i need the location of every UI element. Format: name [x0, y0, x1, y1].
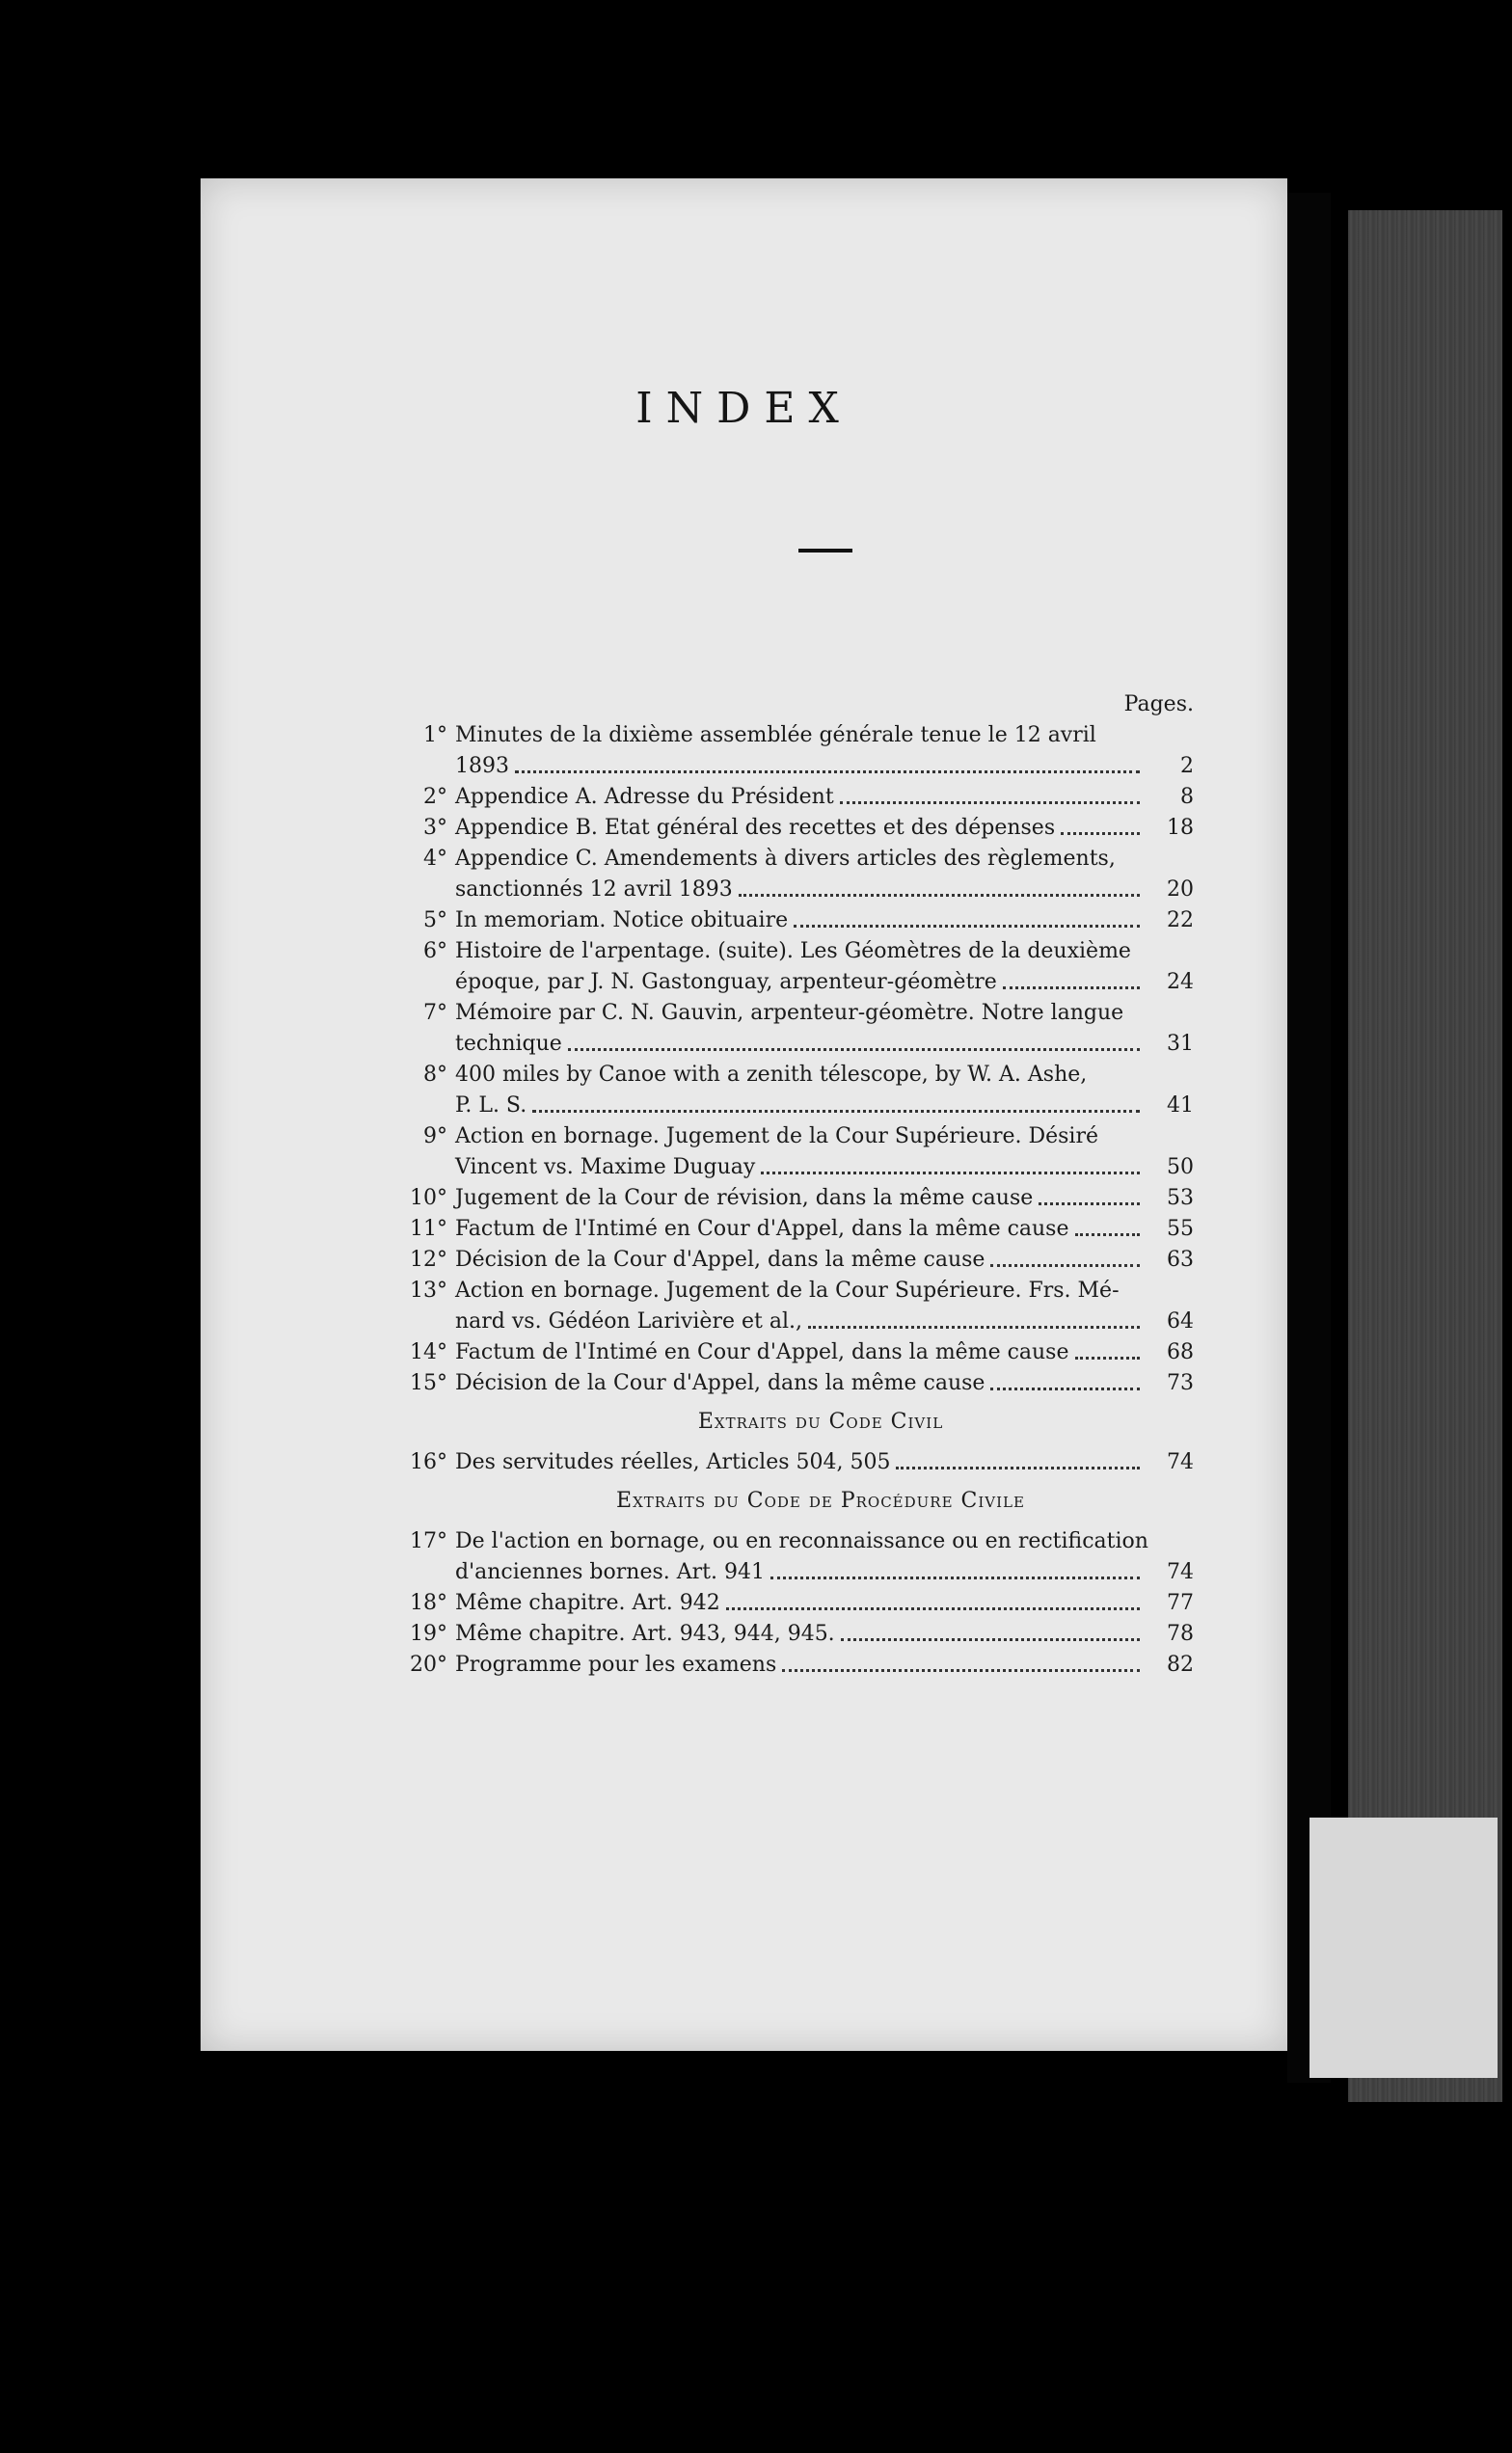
page-title: INDEX [635, 384, 852, 433]
dot-leader [761, 1172, 1140, 1174]
entry-final-line [455, 1447, 1194, 1478]
section-heading-code-procedure: Extraits du Code de Procédure Civile [616, 1489, 1025, 1513]
entry-page-number: 24 [1167, 970, 1194, 994]
entry-title-line: 1893 [455, 754, 509, 778]
index-entry [393, 782, 1194, 813]
entry-final-line [455, 1650, 1194, 1681]
document-page [201, 178, 1287, 2051]
entry-title-line: De l'action en bornage, ou en reconnaissance ou en rectification [455, 1529, 1148, 1553]
index-entry [393, 813, 1194, 844]
entry-title-line: Même chapitre. Art. 943, 944, 945. [455, 1622, 835, 1646]
entry-title-line: Histoire de l'arpentage. (suite). Les Géomètres de la deuxième [455, 939, 1131, 963]
dot-leader [990, 1388, 1140, 1390]
entry-number: 7° [423, 1001, 447, 1025]
entry-title-line: Même chapitre. Art. 942 [455, 1591, 720, 1615]
entry-title-line: Mémoire par C. N. Gauvin, arpenteur-géomètre. Notre langue [455, 1001, 1124, 1025]
entry-number: 18° [410, 1591, 447, 1615]
dot-leader [568, 1048, 1140, 1051]
index-entry [393, 1447, 1194, 1478]
entry-final-line [455, 967, 1194, 998]
entry-title-line: Action en bornage. Jugement de la Cour Supérieure. Désiré [455, 1124, 1098, 1148]
index-entry [393, 1214, 1194, 1245]
entry-body [455, 1650, 1194, 1681]
entry-number: 17° [410, 1529, 447, 1553]
entry-page-number: 2 [1180, 754, 1194, 778]
entry-final-line [455, 1183, 1194, 1214]
entry-number: 15° [410, 1371, 447, 1395]
index-entry [393, 1619, 1194, 1650]
entry-final-line [455, 1091, 1194, 1121]
entry-body [455, 1526, 1194, 1588]
entry-title-line: Programme pour les examens [455, 1653, 777, 1677]
index-entry [393, 1060, 1194, 1121]
entry-body [455, 1214, 1194, 1245]
entry-page-number: 31 [1167, 1032, 1194, 1056]
entry-number: 19° [410, 1622, 447, 1646]
entry-final-line [455, 1368, 1194, 1399]
entry-page-number: 18 [1167, 816, 1194, 840]
entry-final-line [455, 875, 1194, 905]
entry-title-line: époque, par J. N. Gastonguay, arpenteur-géomètre [455, 970, 997, 994]
entry-page-number: 77 [1167, 1591, 1194, 1615]
entry-number: 6° [423, 939, 447, 963]
entry-body [455, 905, 1194, 936]
entry-body [455, 998, 1194, 1060]
entry-body [455, 720, 1194, 782]
entry-page-number: 78 [1167, 1622, 1194, 1646]
entry-page-number: 8 [1180, 785, 1194, 809]
entry-title-line: Jugement de la Cour de révision, dans la même cause [455, 1186, 1034, 1210]
entry-final-line [455, 905, 1194, 936]
entry-page-number: 73 [1167, 1371, 1194, 1395]
index-entry [393, 1276, 1194, 1337]
entry-number: 9° [423, 1124, 447, 1148]
entry-number: 1° [423, 723, 447, 747]
entry-final-line [455, 1619, 1194, 1650]
entry-final-line [455, 1337, 1194, 1368]
index-list [393, 689, 1194, 1681]
entry-body [455, 844, 1194, 905]
entry-page-number: 55 [1167, 1217, 1194, 1241]
entry-number: 10° [410, 1186, 447, 1210]
dot-leader [515, 770, 1140, 773]
entry-title-line: Décision de la Cour d'Appel, dans la même cause [455, 1371, 986, 1395]
entry-number: 11° [410, 1217, 447, 1241]
entry-page-number: 53 [1167, 1186, 1194, 1210]
entry-body [455, 1619, 1194, 1650]
index-entry [393, 1183, 1194, 1214]
entry-final-line [455, 1588, 1194, 1619]
index-entry [393, 936, 1194, 998]
entry-body [455, 1368, 1194, 1399]
dot-leader [532, 1110, 1140, 1113]
entry-number: 3° [423, 816, 447, 840]
entry-page-number: 74 [1167, 1560, 1194, 1584]
entry-body [455, 1337, 1194, 1368]
dot-leader [1075, 1357, 1141, 1360]
book-edge-light [1310, 1818, 1498, 2078]
entry-title-line: 400 miles by Canoe with a zenith télescope, by W. A. Ashe, [455, 1063, 1088, 1087]
entry-title-line: technique [455, 1032, 562, 1056]
entry-number: 16° [410, 1450, 447, 1474]
pages-column-header: Pages. [1123, 692, 1194, 716]
dot-leader [1003, 986, 1140, 989]
section-heading-code-civil: Extraits du Code Civil [697, 1410, 944, 1434]
entry-body [455, 1588, 1194, 1619]
entry-body [455, 1276, 1194, 1337]
entry-final-line [455, 1307, 1194, 1337]
entry-page-number: 22 [1167, 908, 1194, 932]
dot-leader [808, 1326, 1140, 1329]
entry-final-line [455, 1214, 1194, 1245]
index-entry [393, 905, 1194, 936]
dot-leader [794, 925, 1140, 928]
entry-title-line: Vincent vs. Maxime Duguay [455, 1155, 756, 1179]
entry-number: 4° [423, 847, 447, 871]
book-spine-gap [1287, 193, 1331, 2083]
entry-page-number: 20 [1167, 877, 1194, 902]
index-entry [393, 1526, 1194, 1588]
entry-final-line [455, 751, 1194, 782]
index-entry [393, 1650, 1194, 1681]
index-entry [393, 1368, 1194, 1399]
dot-leader [840, 801, 1140, 804]
entry-title-line: sanctionnés 12 avril 1893 [455, 877, 733, 902]
entry-number: 8° [423, 1063, 447, 1087]
entry-number: 12° [410, 1248, 447, 1272]
index-entry [393, 1588, 1194, 1619]
entry-body [455, 782, 1194, 813]
dot-leader [726, 1607, 1140, 1610]
entry-title-line: Factum de l'Intimé en Cour d'Appel, dans la même cause [455, 1340, 1069, 1364]
entry-final-line [455, 1245, 1194, 1276]
index-entry [393, 1121, 1194, 1183]
entry-page-number: 63 [1167, 1248, 1194, 1272]
entry-final-line [455, 813, 1194, 844]
index-entry [393, 720, 1194, 782]
dot-leader [896, 1467, 1140, 1469]
entry-title-line: In memoriam. Notice obituaire [455, 908, 789, 932]
dot-leader [841, 1638, 1140, 1641]
entry-final-line [455, 782, 1194, 813]
entry-body [455, 1183, 1194, 1214]
entry-title-line: Des servitudes réelles, Articles 504, 505 [455, 1450, 891, 1474]
entry-final-line [455, 1029, 1194, 1060]
entry-title-line: d'anciennes bornes. Art. 941 [455, 1560, 765, 1584]
entry-body [455, 1245, 1194, 1276]
entry-title-line: Minutes de la dixième assemblée générale tenue le 12 avril [455, 723, 1096, 747]
entry-number: 13° [410, 1279, 447, 1303]
entry-title-line: Appendice A. Adresse du Président [455, 785, 834, 809]
dot-leader [990, 1264, 1140, 1267]
index-entry [393, 1245, 1194, 1276]
entry-body [455, 936, 1194, 998]
index-group-code-procedure [393, 1526, 1194, 1681]
entry-body [455, 1121, 1194, 1183]
entry-page-number: 68 [1167, 1340, 1194, 1364]
entry-title-line: Appendice B. Etat général des recettes et des dépenses [455, 816, 1056, 840]
dot-leader [770, 1577, 1140, 1579]
entry-body [455, 813, 1194, 844]
title-divider [798, 549, 852, 553]
entry-page-number: 50 [1167, 1155, 1194, 1179]
entry-final-line [455, 1152, 1194, 1183]
index-entry [393, 844, 1194, 905]
index-group-main [393, 720, 1194, 1399]
dot-leader [782, 1669, 1140, 1672]
entry-title-line: Décision de la Cour d'Appel, dans la même cause [455, 1248, 986, 1272]
entry-page-number: 64 [1167, 1309, 1194, 1334]
entry-page-number: 41 [1167, 1093, 1194, 1118]
index-entry [393, 1337, 1194, 1368]
entry-title-line: P. L. S. [455, 1093, 527, 1118]
entry-page-number: 74 [1167, 1450, 1194, 1474]
index-group-code-civil [393, 1447, 1194, 1478]
entry-title-line: Action en bornage. Jugement de la Cour Supérieure. Frs. Mé- [455, 1279, 1120, 1303]
entry-title-line: Factum de l'Intimé en Cour d'Appel, dans la même cause [455, 1217, 1069, 1241]
entry-number: 2° [423, 785, 447, 809]
entry-final-line [455, 1557, 1194, 1588]
dot-leader [1075, 1233, 1141, 1236]
entry-number: 20° [410, 1653, 447, 1677]
entry-number: 14° [410, 1340, 447, 1364]
entry-title-line: nard vs. Gédéon Larivière et al., [455, 1309, 802, 1334]
entry-body [455, 1447, 1194, 1478]
dot-leader [1061, 832, 1140, 835]
entry-body [455, 1060, 1194, 1121]
dot-leader [1039, 1202, 1140, 1205]
entry-page-number: 82 [1167, 1653, 1194, 1677]
dot-leader [739, 894, 1140, 897]
entry-title-line: Appendice C. Amendements à divers articles des règlements, [455, 847, 1116, 871]
entry-number: 5° [423, 908, 447, 932]
index-entry [393, 998, 1194, 1060]
